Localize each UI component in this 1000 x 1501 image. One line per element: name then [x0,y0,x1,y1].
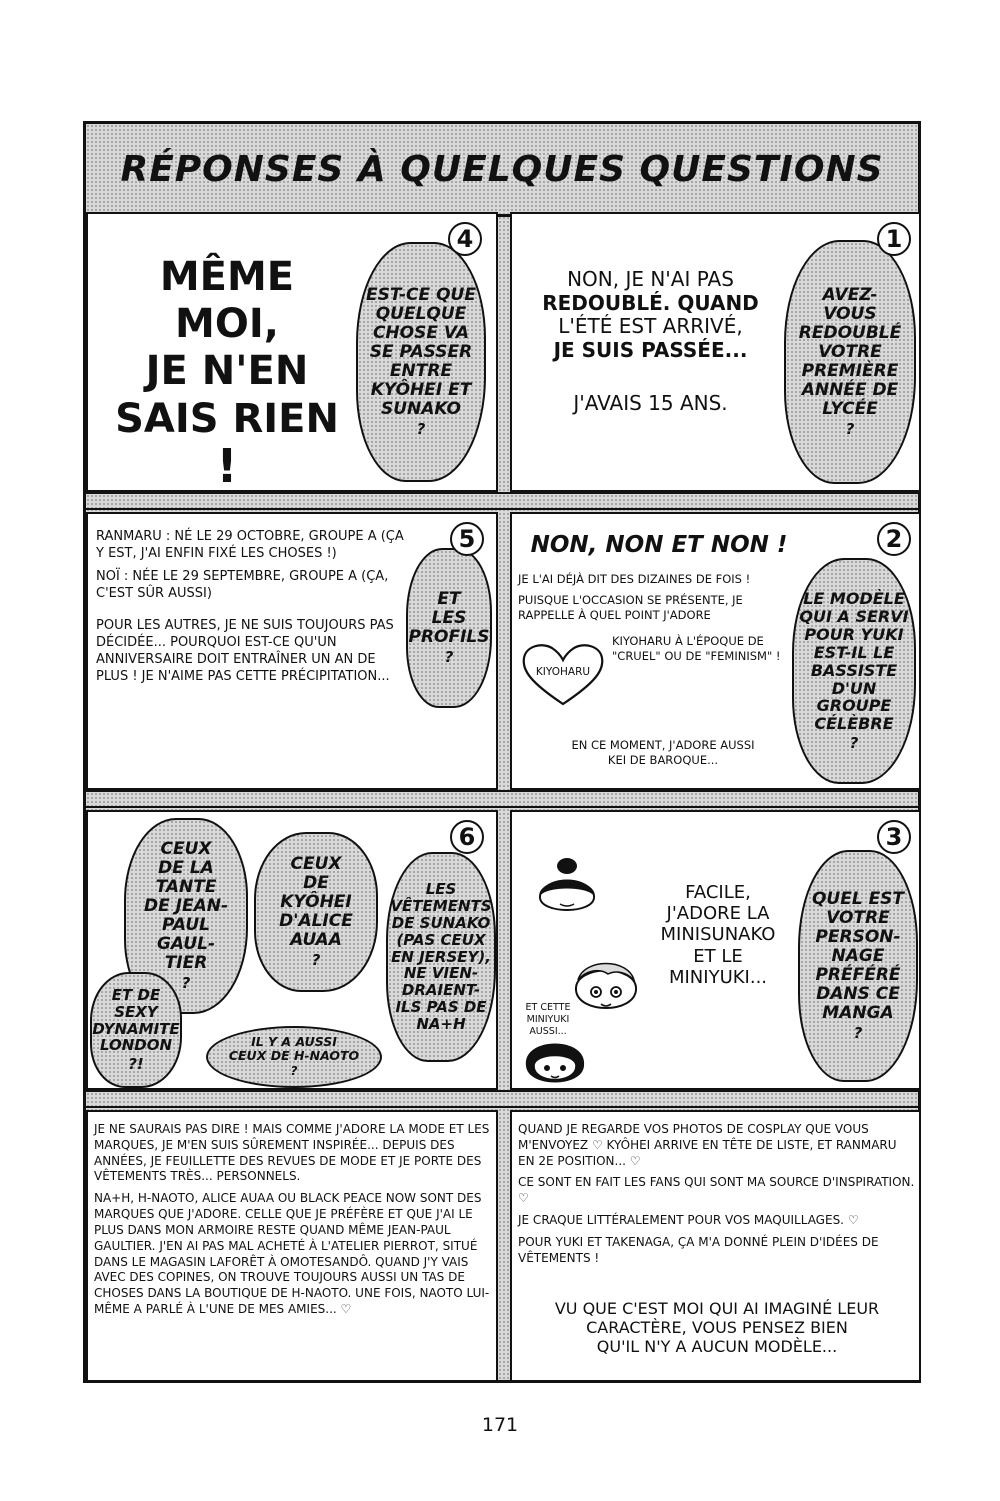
heart-label: KIYOHARU [535,666,591,678]
tier-gap [86,492,918,510]
panel-q2 [510,512,921,790]
question-bubble-5: ET LES PROFILS ? [406,548,492,708]
question-number-2: 2 [877,522,911,556]
question-number-1: 1 [877,222,911,256]
question-bubble-1: AVEZ- VOUS REDOUBLÉ VOTRE PREMIÈRE ANNÉE DE LYCÉE ? [784,240,916,484]
panel-text-right [510,1110,921,1382]
bubble-na-h: LES VÊTEMENTS DE SUNAKO (PAS CEUX EN JERSEY), NE VIEN- DRAIENT- ILS PAS DE NA+H [386,852,496,1062]
answer-5: RANMARU : NÉ LE 29 OCTOBRE, GROUPE A (ÇA Y EST, J'AI ENFIN FIXÉ LES CHOSES !) NOÏ : NÉE LE 29 SEPTEMBRE, GROUPE A (ÇA, C'EST SÛR AUSSI) POUR LES AUTRES, JE NE SUIS TOUJOURS PAS DÉCIDÉE... POURQUOI EST-CE QU'UN ANNIVERSAIRE DOIT ENTRAÎNER UN AN DE PLUS ! JE N'AIME PAS CETTE PRÉCIPITATION... [96,529,404,685]
bubble-sexy-dynamite: ET DE SEXY DYNAMITE LONDON ?! [90,972,182,1088]
tier-gap [86,790,918,808]
panel-q3 [510,810,921,1090]
text-right-final: VU QUE C'EST MOI QUI AI IMAGINÉ LEUR CARACTÈRE, VOUS PENSEZ BIEN QU'IL N'Y A AUCUN MODÈLE... [554,1299,880,1356]
text-left: JE NE SAURAIS PAS DIRE ! MAIS COMME J'ADORE LA MODE ET LES MARQUES, JE M'EN SUIS SÛREMENT INSPIRÉE... DEPUIS DES ANNÉES, JE FEUILLETTE DES REVUES DE MODE ET JE PORTE DES VÊTEMENTS TRÈS... PERSONNELS. NA+H, H-NAOTO, ALICE AUAA OU BLACK PEACE NOW SONT DES MARQUES QUE J'ADORE. CELLE QUE JE PRÉFÈRE ET QUE J'AI LE PLUS DANS MON ARMOIRE RESTE QUAND MÊME JEAN-PAUL GAULTIER. J'EN AI PAS MAL ACHETÉ À L'ATELIER PIERROT, SITUÉ DANS LE MAGASIN LAFORÊT À OMOTESANDÔ. QUAND J'Y VAIS AVEC DES COPINES, ON TROUVE TOUJOURS AUSSI UN TAS DE CHOSES DANS LA BOUTIQUE DE H-NAOTO. UNE FOIS, NAOTO LUI-MÊME A PARLÉ À L'UNE DE MES AMIES... ♡ [94,1122,490,1317]
minisunako-face-icon [532,852,602,922]
page-frame [83,121,921,1383]
text-right: QUAND JE REGARDE VOS PHOTOS DE COSPLAY QUE VOUS M'ENVOYEZ ♡ KYÔHEI ARRIVE EN TÊTE DE LISTE, ET RANMARU EN 2E POSITION... ♡ CE SONT EN FAIT LES FANS QUI SONT MA SOURCE D'INSPIRATION. ♡ JE CRAQUE LITTÉRALEMENT POUR VOS MAQUILLAGES. ♡ POUR YUKI ET TAKENAGA, ÇA M'A DONNÉ PLEIN D'IDÉES DE VÊTEMENTS ! [518,1122,915,1265]
question-number-4: 4 [448,222,482,256]
answer-3: FACILE, J'ADORE LA MINISUNAKO ET LE MINIYUKI... [660,882,776,988]
kiyoharu-text: KIYOHARU À L'ÉPOQUE DE "CRUEL" OU DE "FEMINISM" ! [612,634,781,664]
tier-gap [86,1090,918,1108]
answer-1: NON, JE N'AI PAS REDOUBLÉ. QUAND L'ÉTÉ EST ARRIVÉ, JE SUIS PASSÉE... J'AVAIS 15 ANS. [542,267,759,416]
answer-2-headline: NON, NON ET NON ! [530,532,788,558]
panel-q4 [86,212,498,492]
title-bar [86,124,918,217]
answer-2: JE L'AI DÉJÀ DIT DES DIZAINES DE FOIS ! PUISQUE L'OCCASION SE PRÉSENTE, JE RAPPELLE À QUEL POINT J'ADORE [518,572,751,623]
answer-4: MÊME MOI, JE N'EN SAIS RIEN ! [115,254,339,492]
bubble-h-naoto: IL Y A AUSSI CEUX DE H-NAOTO ? [206,1026,382,1088]
panel-q5 [86,512,498,790]
miniyuki-side-note: ET CETTE MINIYUKI AUSSI... [525,1002,571,1037]
bubble-alice-auaa: CEUX DE KYÔHEI D'ALICE AUAA ? [254,832,378,992]
page-title: RÉPONSES À QUELQUES QUESTIONS [120,148,884,190]
panel-text-left [86,1110,498,1382]
question-number-5: 5 [450,522,484,556]
answer-2-footer: EN CE MOMENT, J'ADORE AUSSI KEI DE BAROQUE... [571,738,755,768]
question-bubble-4: EST-CE QUE QUELQUE CHOSE VA SE PASSER ENTRE KYÔHEI ET SUNAKO ? [356,242,486,482]
panel-q1 [510,212,921,492]
panel-q6 [86,810,498,1090]
question-bubble-3: QUEL EST VOTRE PERSON- NAGE PRÉFÉRÉ DANS CE MANGA ? [798,850,918,1082]
miniyuki-face-icon [568,950,644,1022]
question-bubble-2: LE MODÈLE QUI A SERVI POUR YUKI EST-IL LE BASSISTE D'UN GROUPE CÉLÈBRE ? [792,558,916,784]
page-number: 171 [481,1414,519,1436]
bubble-gaultier: CEUX DE LA TANTE DE JEAN- PAUL GAUL- TIER ? [124,818,248,1014]
question-number-3: 3 [877,820,911,854]
question-number-6: 6 [450,820,484,854]
